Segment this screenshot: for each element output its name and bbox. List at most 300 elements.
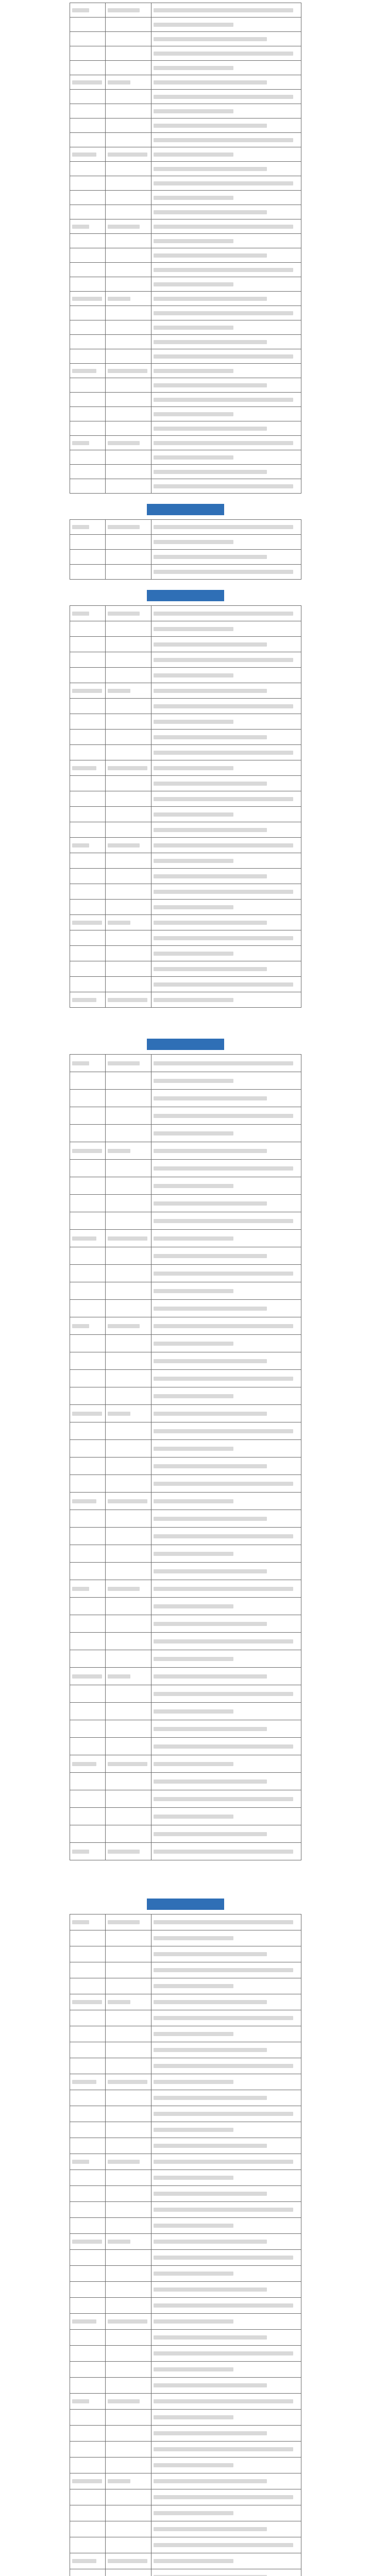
table-cell xyxy=(70,2202,106,2218)
table-cell xyxy=(70,2010,106,2026)
table-cell xyxy=(70,2394,106,2410)
text-placeholder xyxy=(108,766,147,770)
table-cell xyxy=(106,652,151,668)
table-cell xyxy=(70,1195,106,1212)
table-cell xyxy=(106,1072,151,1090)
table-cell xyxy=(151,1055,301,1072)
table-row xyxy=(70,2473,301,2489)
table-cell xyxy=(106,1475,151,1493)
text-placeholder xyxy=(72,612,89,616)
text-placeholder xyxy=(108,1149,130,1153)
text-placeholder xyxy=(154,1569,267,1573)
table-cell xyxy=(70,147,106,162)
table-cell xyxy=(106,2154,151,2170)
text-placeholder xyxy=(72,152,96,157)
text-placeholder xyxy=(72,2240,102,2244)
text-placeholder xyxy=(154,2128,233,2132)
table-cell xyxy=(106,884,151,900)
table-cell xyxy=(106,1265,151,1282)
table-cell xyxy=(151,2442,301,2458)
table-row xyxy=(70,277,301,292)
table-cell xyxy=(106,2489,151,2505)
table-cell xyxy=(70,1090,106,1107)
table-cell xyxy=(151,248,301,263)
text-placeholder xyxy=(154,1324,293,1328)
table-cell xyxy=(151,1790,301,1808)
table-cell xyxy=(70,1825,106,1843)
text-placeholder xyxy=(154,23,233,27)
table-cell xyxy=(151,1265,301,1282)
text-placeholder xyxy=(108,2399,140,2403)
text-placeholder xyxy=(154,905,233,909)
text-placeholder xyxy=(154,2335,267,2340)
table-cell xyxy=(70,869,106,884)
table-cell xyxy=(151,1615,301,1633)
table-cell xyxy=(151,191,301,205)
text-placeholder xyxy=(72,369,96,373)
text-placeholder xyxy=(154,843,293,848)
table-cell xyxy=(151,393,301,407)
text-placeholder xyxy=(154,52,293,56)
table-cell xyxy=(106,104,151,118)
table-row xyxy=(70,407,301,421)
table-cell xyxy=(70,807,106,822)
table-row xyxy=(70,2042,301,2058)
table-cell xyxy=(70,1352,106,1370)
table-row xyxy=(70,2138,301,2154)
table-cell xyxy=(70,2090,106,2106)
table-cell xyxy=(70,2186,106,2202)
table-cell xyxy=(106,219,151,234)
table-cell xyxy=(106,1930,151,1946)
table-row xyxy=(70,1055,301,1072)
table-cell xyxy=(151,479,301,494)
table-row xyxy=(70,1563,301,1580)
table-cell xyxy=(106,683,151,699)
table-cell xyxy=(106,2122,151,2138)
text-placeholder xyxy=(154,2192,267,2196)
text-placeholder xyxy=(108,998,147,1002)
table-row xyxy=(70,1650,301,1668)
table-cell xyxy=(151,2106,301,2122)
table-cell xyxy=(151,2042,301,2058)
table-cell xyxy=(70,1773,106,1790)
table-cell xyxy=(151,2282,301,2298)
text-placeholder xyxy=(154,2272,233,2276)
text-placeholder xyxy=(154,427,267,431)
table-row xyxy=(70,2122,301,2138)
table-cell xyxy=(151,606,301,621)
table-cell xyxy=(70,2234,106,2250)
table-cell xyxy=(70,393,106,407)
text-placeholder xyxy=(154,2431,267,2435)
table-cell xyxy=(70,1458,106,1475)
table-row xyxy=(70,1493,301,1510)
table-cell xyxy=(151,2154,301,2170)
table-cell xyxy=(151,1493,301,1510)
table-row xyxy=(70,1720,301,1738)
table-row xyxy=(70,2058,301,2074)
table-cell xyxy=(70,2026,106,2042)
table-cell xyxy=(106,2521,151,2537)
table-cell xyxy=(106,1946,151,1962)
table-cell xyxy=(151,450,301,465)
table-cell xyxy=(151,1994,301,2010)
table-cell xyxy=(70,1055,106,1072)
text-placeholder xyxy=(154,952,233,956)
table-cell xyxy=(70,1422,106,1440)
table-cell xyxy=(70,364,106,378)
text-placeholder xyxy=(154,1968,293,1972)
table-cell xyxy=(70,162,106,176)
table-cell xyxy=(106,234,151,248)
table-cell xyxy=(151,2346,301,2362)
table-cell xyxy=(151,652,301,668)
text-placeholder xyxy=(154,1604,233,1608)
table-cell xyxy=(106,838,151,853)
table-cell xyxy=(106,1387,151,1405)
table-cell xyxy=(106,320,151,335)
table-cell xyxy=(106,946,151,961)
text-placeholder xyxy=(108,441,140,445)
text-placeholder xyxy=(154,689,267,693)
table-cell xyxy=(70,2537,106,2553)
table-cell xyxy=(70,699,106,714)
table-cell xyxy=(106,977,151,992)
table-cell xyxy=(151,2394,301,2410)
text-placeholder xyxy=(154,37,267,41)
text-placeholder xyxy=(108,1061,140,1065)
table-row xyxy=(70,2426,301,2442)
text-placeholder xyxy=(154,967,267,971)
table-cell xyxy=(106,1107,151,1125)
text-placeholder xyxy=(154,782,267,786)
table-cell xyxy=(151,61,301,75)
text-placeholder xyxy=(154,2240,267,2244)
table-cell xyxy=(106,1685,151,1703)
table-cell xyxy=(70,1300,106,1317)
text-placeholder xyxy=(154,326,233,330)
table-cell xyxy=(151,407,301,421)
table-cell xyxy=(151,2569,301,2576)
table-cell xyxy=(106,2138,151,2154)
table-row xyxy=(70,1422,301,1440)
table-cell xyxy=(70,853,106,869)
table-row xyxy=(70,1580,301,1598)
table-cell xyxy=(151,1773,301,1790)
table-cell xyxy=(70,2266,106,2282)
table-cell xyxy=(106,1370,151,1387)
table-cell xyxy=(106,1352,151,1370)
section-banner xyxy=(147,504,224,515)
table-cell xyxy=(151,1930,301,1946)
table-cell xyxy=(106,1598,151,1615)
text-placeholder xyxy=(108,8,140,12)
section-table-2 xyxy=(70,519,301,580)
table-row xyxy=(70,234,301,248)
table-row xyxy=(70,2362,301,2378)
table-cell xyxy=(106,2170,151,2186)
table-cell xyxy=(70,2489,106,2505)
table-cell xyxy=(70,961,106,977)
table-cell xyxy=(151,869,301,884)
table-cell xyxy=(151,1685,301,1703)
table-cell xyxy=(151,2314,301,2330)
table-cell xyxy=(151,2489,301,2505)
text-placeholder xyxy=(72,1920,89,1924)
table-cell xyxy=(106,393,151,407)
table-cell xyxy=(70,1528,106,1545)
table-cell xyxy=(106,915,151,930)
table-cell xyxy=(151,838,301,853)
table-cell xyxy=(106,2378,151,2394)
table-cell xyxy=(151,1528,301,1545)
table-cell xyxy=(151,104,301,118)
table-cell xyxy=(151,2058,301,2074)
table-cell xyxy=(151,1650,301,1668)
table-cell xyxy=(70,2426,106,2442)
table-cell xyxy=(151,1946,301,1962)
text-placeholder xyxy=(108,1587,140,1591)
table-cell xyxy=(70,191,106,205)
table-cell xyxy=(151,1808,301,1825)
table-row xyxy=(70,961,301,977)
table-row xyxy=(70,1370,301,1387)
table-cell xyxy=(151,1510,301,1528)
table-cell xyxy=(70,2378,106,2394)
table-cell xyxy=(70,1212,106,1230)
table-cell xyxy=(70,2138,106,2154)
table-cell xyxy=(106,869,151,884)
table-cell xyxy=(70,306,106,320)
table-row xyxy=(70,822,301,838)
table-row xyxy=(70,2010,301,2026)
table-cell xyxy=(70,2170,106,2186)
text-placeholder xyxy=(108,2240,130,2244)
table-cell xyxy=(106,18,151,32)
table-cell xyxy=(151,1580,301,1598)
table-row xyxy=(70,869,301,884)
table-cell xyxy=(70,565,106,580)
table-row xyxy=(70,1458,301,1475)
text-placeholder xyxy=(154,2543,293,2547)
text-placeholder xyxy=(72,297,102,301)
table-cell xyxy=(151,637,301,652)
table-cell xyxy=(151,1335,301,1352)
table-cell xyxy=(70,450,106,465)
table-row xyxy=(70,1230,301,1247)
text-placeholder xyxy=(154,383,267,387)
table-cell xyxy=(70,61,106,75)
table-row xyxy=(70,946,301,961)
text-placeholder xyxy=(154,1184,233,1188)
table-cell xyxy=(151,2090,301,2106)
table-cell xyxy=(151,1598,301,1615)
text-placeholder xyxy=(154,2559,233,2563)
table-cell xyxy=(70,2282,106,2298)
table-cell xyxy=(106,1125,151,1142)
table-cell xyxy=(70,2458,106,2473)
text-placeholder xyxy=(72,689,102,693)
table-cell xyxy=(70,900,106,915)
text-placeholder xyxy=(154,751,293,755)
table-row xyxy=(70,46,301,61)
table-cell xyxy=(151,714,301,730)
table-cell xyxy=(106,2394,151,2410)
text-placeholder xyxy=(154,470,267,474)
table-cell xyxy=(106,2426,151,2442)
table-cell xyxy=(70,133,106,147)
table-cell xyxy=(106,853,151,869)
text-placeholder xyxy=(154,1639,293,1643)
table-row xyxy=(70,1843,301,1860)
table-row xyxy=(70,1598,301,1615)
table-row xyxy=(70,205,301,219)
text-placeholder xyxy=(154,2224,233,2228)
table-row xyxy=(70,1212,301,1230)
text-placeholder xyxy=(154,1377,293,1381)
table-row xyxy=(70,2218,301,2234)
table-row xyxy=(70,306,301,320)
table-cell xyxy=(106,1247,151,1265)
standards-table xyxy=(70,605,301,1008)
table-cell xyxy=(70,1510,106,1528)
text-placeholder xyxy=(154,1936,233,1940)
table-cell xyxy=(151,776,301,791)
table-cell xyxy=(106,961,151,977)
table-cell xyxy=(151,1422,301,1440)
text-placeholder xyxy=(154,921,267,925)
table-cell xyxy=(106,2106,151,2122)
text-placeholder xyxy=(72,2559,96,2563)
table-row xyxy=(70,1946,301,1962)
table-cell xyxy=(70,621,106,637)
table-cell xyxy=(70,2505,106,2521)
table-cell xyxy=(106,2314,151,2330)
table-cell xyxy=(70,791,106,807)
text-placeholder xyxy=(154,797,293,801)
table-cell xyxy=(106,745,151,760)
table-row xyxy=(70,652,301,668)
table-cell xyxy=(151,2186,301,2202)
table-cell xyxy=(106,930,151,946)
table-row xyxy=(70,838,301,853)
table-cell xyxy=(106,1510,151,1528)
table-row xyxy=(70,2569,301,2576)
text-placeholder xyxy=(154,1394,233,1398)
text-placeholder xyxy=(154,2096,267,2100)
table-cell xyxy=(70,2346,106,2362)
table-cell xyxy=(106,90,151,104)
table-cell xyxy=(151,436,301,450)
table-cell xyxy=(70,32,106,46)
text-placeholder xyxy=(108,2160,140,2164)
table-cell xyxy=(106,1580,151,1598)
table-row xyxy=(70,683,301,699)
standards-table xyxy=(70,3,301,494)
table-cell xyxy=(151,2473,301,2489)
table-cell xyxy=(106,760,151,776)
text-placeholder xyxy=(108,843,140,848)
table-cell xyxy=(106,205,151,219)
text-placeholder xyxy=(154,354,293,359)
table-cell xyxy=(151,565,301,580)
table-cell xyxy=(70,176,106,191)
table-cell xyxy=(151,1703,301,1720)
table-row xyxy=(70,1755,301,1773)
text-placeholder xyxy=(154,369,233,373)
table-cell xyxy=(151,2170,301,2186)
table-row xyxy=(70,1825,301,1843)
table-row xyxy=(70,1265,301,1282)
table-cell xyxy=(106,900,151,915)
text-placeholder xyxy=(154,627,233,631)
table-row xyxy=(70,1930,301,1946)
table-cell xyxy=(106,1615,151,1633)
text-placeholder xyxy=(154,1692,293,1696)
table-row xyxy=(70,1962,301,1978)
table-cell xyxy=(151,1738,301,1755)
table-cell xyxy=(106,1808,151,1825)
table-cell xyxy=(106,1405,151,1422)
table-cell xyxy=(106,550,151,565)
table-row xyxy=(70,436,301,450)
table-cell xyxy=(151,1475,301,1493)
table-cell xyxy=(70,263,106,277)
text-placeholder xyxy=(154,1429,293,1433)
table-row xyxy=(70,1072,301,1090)
table-cell xyxy=(106,1962,151,1978)
table-cell xyxy=(151,2330,301,2346)
text-placeholder xyxy=(108,525,140,529)
table-row xyxy=(70,2505,301,2521)
table-row xyxy=(70,191,301,205)
table-row xyxy=(70,1405,301,1422)
table-cell xyxy=(70,822,106,838)
text-placeholder xyxy=(154,1359,267,1363)
table-row xyxy=(70,1685,301,1703)
text-placeholder xyxy=(154,1464,267,1468)
table-cell xyxy=(106,133,151,147)
text-placeholder xyxy=(154,2287,267,2292)
text-placeholder xyxy=(154,1236,233,1241)
table-row xyxy=(70,335,301,349)
table-cell xyxy=(151,320,301,335)
table-cell xyxy=(151,2505,301,2521)
table-cell xyxy=(151,822,301,838)
table-row xyxy=(70,479,301,494)
table-row xyxy=(70,1545,301,1563)
table-cell xyxy=(70,2442,106,2458)
table-cell xyxy=(106,535,151,550)
text-placeholder xyxy=(154,570,293,574)
text-placeholder xyxy=(154,1657,233,1661)
table-row xyxy=(70,450,301,465)
table-cell xyxy=(70,2569,106,2576)
table-row xyxy=(70,1475,301,1493)
text-placeholder xyxy=(154,297,267,301)
table-cell xyxy=(106,714,151,730)
table-cell xyxy=(70,335,106,349)
table-cell xyxy=(70,946,106,961)
text-placeholder xyxy=(154,2080,233,2084)
table-cell xyxy=(70,535,106,550)
table-row xyxy=(70,364,301,378)
table-row xyxy=(70,176,301,191)
table-row xyxy=(70,378,301,393)
text-placeholder xyxy=(72,2160,89,2164)
table-cell xyxy=(151,2378,301,2394)
